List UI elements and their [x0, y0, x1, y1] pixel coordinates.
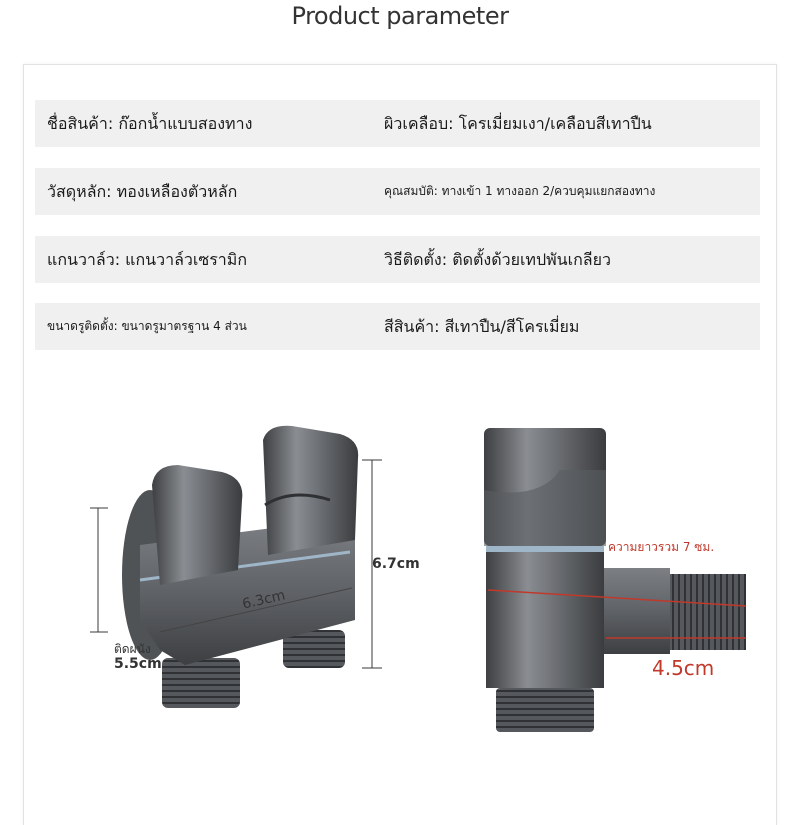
- width-dimension: 6.3cm: [240, 587, 287, 613]
- param-material: วัสดุหลัก: ทองเหลืองตัวหลัก: [47, 182, 238, 201]
- angle-valve-image: [484, 428, 746, 732]
- height-dimension: 6.7cm: [372, 556, 420, 572]
- param-product-name: ชื่อสินค้า: ก๊อกน้ำแบบสองทาง: [47, 114, 253, 133]
- param-color: สีสินค้า: สีเทาปืน/สีโครเมี่ยม: [384, 317, 580, 336]
- total-length-dimension: ความยาวรวม 7 ซม.: [608, 540, 715, 554]
- outlet-dimension: 4.5cm: [652, 656, 715, 680]
- param-installation: วิธีติดตั้ง: ติดตั้งด้วยเทปพันเกลียว: [384, 250, 611, 269]
- param-hole-size: ขนาดรูติดตั้ง: ขนาดรูมาตรฐาน 4 ส่วน: [47, 319, 247, 333]
- page-title: Product parameter: [291, 2, 509, 30]
- param-finish: ผิวเคลือบ: โครเมี่ยมเงา/เคลือบสีเทาปืน: [384, 114, 652, 133]
- param-valve-core: แกนวาล์ว: แกนวาล์วเซรามิก: [47, 250, 248, 269]
- wall-label: ติดผนัง: [114, 642, 151, 656]
- wall-depth-dimension: 5.5cm: [114, 656, 162, 672]
- param-features: คุณสมบัติ: ทางเข้า 1 ทางออก 2/ควบคุมแยกสองทาง: [384, 184, 656, 198]
